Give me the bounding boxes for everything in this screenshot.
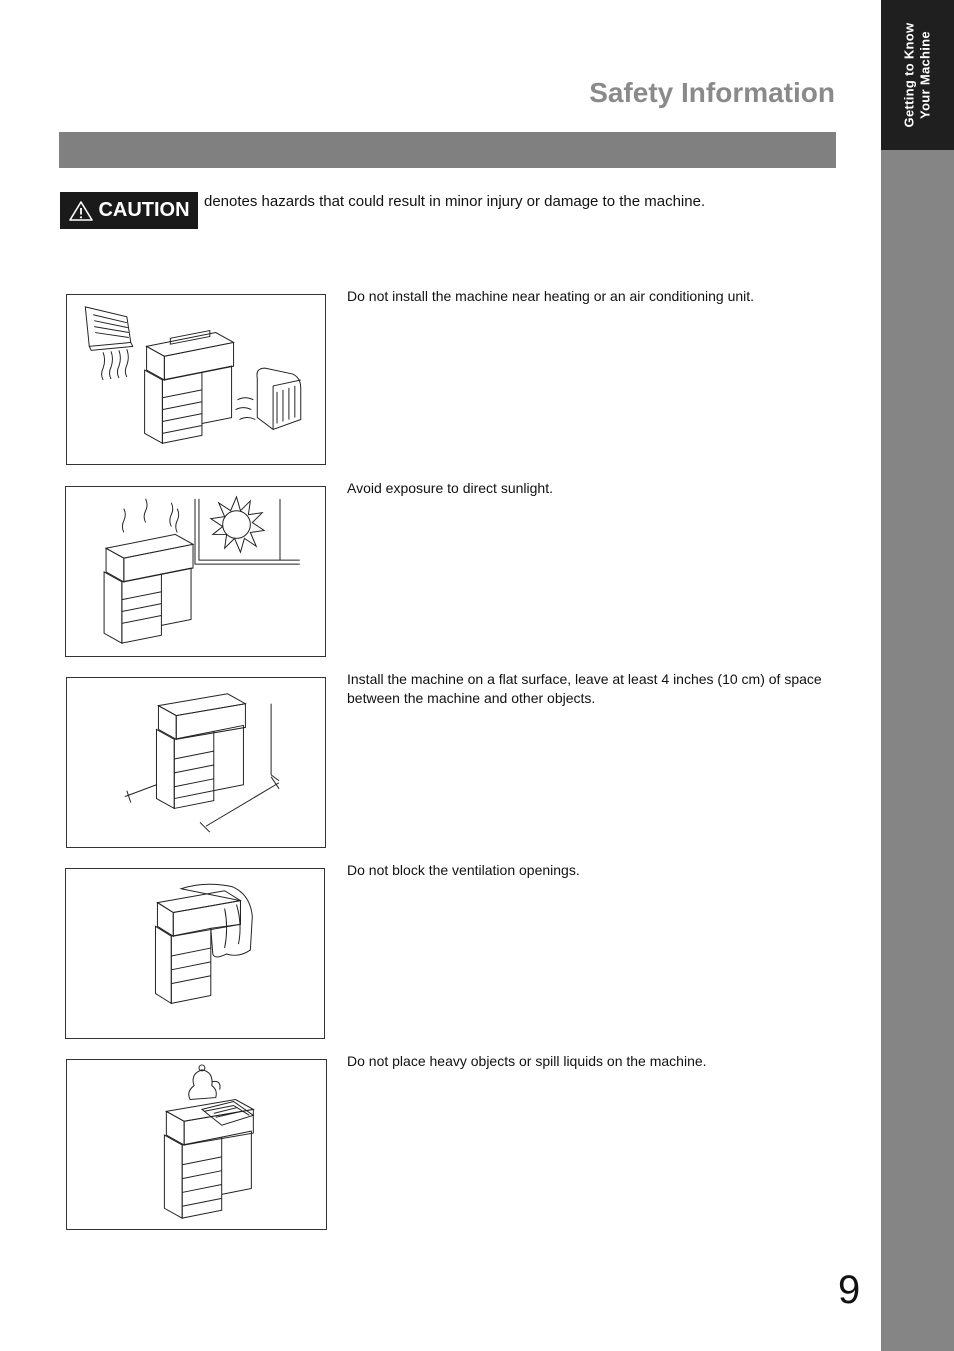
- side-tab-line2: Your Machine: [917, 31, 933, 119]
- machine-near-heater-illustration: [67, 295, 325, 464]
- illustration-clearance: [66, 677, 326, 848]
- page-number: 9: [838, 1268, 861, 1312]
- item-text-5: Do not place heavy objects or spill liquids on the machine.: [347, 1053, 707, 1069]
- page-title: Safety Information: [589, 77, 835, 108]
- item-text-4: Do not block the ventilation openings.: [347, 862, 580, 878]
- machine-with-objects-illustration: [67, 1060, 326, 1229]
- illustration-sunlight: [65, 486, 326, 657]
- caution-label: CAUTION: [98, 199, 190, 221]
- caution-text: denotes hazards that could result in minor injury or damage to the machine.: [204, 193, 706, 210]
- illustration-heavy-objects: [66, 1059, 327, 1230]
- illustration-ventilation: [65, 868, 325, 1039]
- machine-clearance-illustration: [67, 678, 325, 847]
- machine-covered-illustration: [66, 869, 324, 1038]
- side-tab-label: [881, 0, 954, 150]
- title-bar: [59, 132, 836, 168]
- machine-in-sunlight-illustration: [66, 487, 325, 656]
- item-text-1: Do not install the machine near heating or an air conditioning unit.: [347, 288, 755, 304]
- item-text-3: Install the machine on a flat surface, leave at least 4 inches (10 cm) of space between the machine and other objects.: [347, 671, 822, 706]
- side-tab-line1: Getting to Know: [901, 22, 917, 128]
- caution-badge: [60, 192, 198, 229]
- item-text-2: Avoid exposure to direct sunlight.: [347, 480, 553, 496]
- warning-triangle-icon: [68, 200, 94, 222]
- illustration-heater-aircon: [66, 294, 326, 465]
- side-strip: [881, 150, 954, 1351]
